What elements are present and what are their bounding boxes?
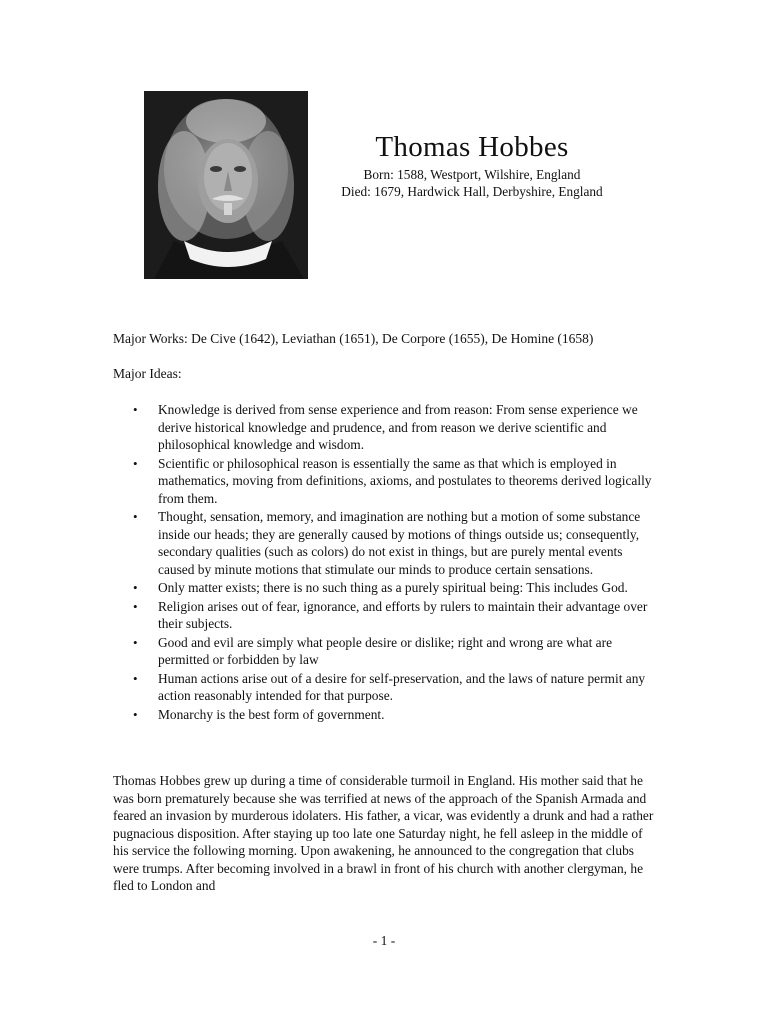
idea-text: Human actions arise out of a desire for self-preservation, and the laws of nature permit any action reasonably intended for that purpose. [158, 670, 646, 703]
idea-item [113, 455, 658, 508]
idea-text: Thought, sensation, memory, and imagination are nothing but a motion of some substance inside our heads; they are generally caused by motions of things outside us; consequently, secondary qualities (such as colors) do not exist in things, but are purely mental events caused by minute motions that stimulate our minds to produce certain sensations. [158, 509, 641, 577]
idea-text: Religion arises out of fear, ignorance, and efforts by rulers to maintain their advantage over their subjects. [158, 598, 648, 631]
bullet-icon: • [133, 402, 138, 417]
idea-text: Monarchy is the best form of government. [158, 706, 385, 722]
idea-item [113, 401, 658, 454]
idea-item [113, 634, 658, 669]
major-ideas-label: Major Ideas: [113, 366, 182, 381]
idea-text: Knowledge is derived from sense experience and from reason: From sense experience we derive historical knowledge and prudence, and from reason we derive scientific and philosophical knowledge and wisdom. [158, 402, 638, 452]
page-number: - 1 - [372, 933, 396, 948]
bullet-icon: • [133, 634, 138, 650]
bullet-icon: • [133, 598, 138, 614]
idea-text: Only matter exists; there is no such thing as a purely spiritual being: This includes God. [158, 580, 628, 595]
bullet-icon: • [133, 509, 138, 524]
idea-item [113, 670, 658, 705]
idea-item [113, 508, 658, 578]
bullet-icon: • [133, 455, 138, 471]
idea-item [113, 579, 658, 597]
bullet-icon: • [133, 670, 138, 686]
birth-info: Born: 1588, Westport, Wilshire, England [363, 167, 581, 182]
portrait-image [144, 91, 308, 279]
idea-text: Scientific or philosophical reason is essentially the same as that which is employed in mathematics, moving from definitions, axioms, and postulates to theorems derived logically from them. [158, 455, 652, 506]
death-info: Died: 1679, Hardwick Hall, Derbyshire, England [341, 184, 603, 199]
portrait-drawing [144, 91, 308, 279]
bullet-icon: • [133, 706, 138, 722]
page-title: Thomas Hobbes [375, 131, 569, 163]
idea-text: Good and evil are simply what people desire or dislike; right and wrong are what are permitted or forbidden by law [158, 634, 613, 667]
idea-item [113, 598, 658, 633]
major-ideas-list [113, 401, 658, 724]
idea-item [113, 706, 658, 724]
biography-paragraph: Thomas Hobbes grew up during a time of considerable turmoil in England. His mother said that he was born prematurely because she was terrified at news of the approach of the Spanish Armada and feared an invasion by murderous idolaters. His father, a vicar, was evidently a drunk and had a rather pugnacious disposition. After staying up too late one Saturday night, he fell asleep in the middle of his service the following morning. Upon awakening, he announced to the congregation that clubs were trumps. After becoming involved in a brawl in front of his church with another clergyman, he fled to London and [113, 773, 654, 893]
bullet-icon: • [133, 580, 138, 595]
major-works: Major Works: De Cive (1642), Leviathan (1651), De Corpore (1655), De Homine (1658) [113, 331, 594, 346]
